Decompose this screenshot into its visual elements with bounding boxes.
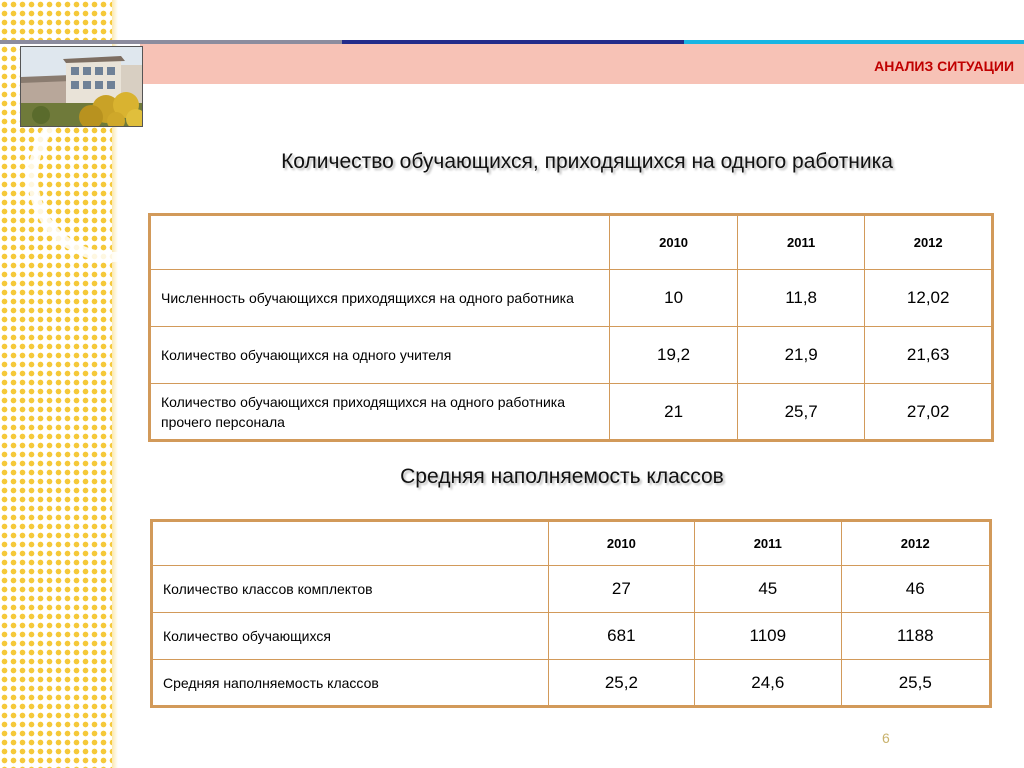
value-cell: 21 (610, 384, 738, 441)
table-row (150, 270, 993, 327)
table-row (152, 566, 991, 613)
header-year-2011: 2011 (695, 521, 841, 566)
row-label: Количество классов комплектов (152, 566, 549, 613)
header-year-2011: 2011 (737, 215, 865, 270)
section1-title: Количество обучающихся, приходящихся на одного работника (281, 150, 893, 173)
page-number: 6 (882, 730, 890, 746)
table-header-row (152, 521, 991, 566)
table-row (150, 384, 993, 441)
value-cell: 12,02 (865, 270, 993, 327)
value-cell: 681 (548, 613, 694, 660)
value-cell: 25,2 (548, 660, 694, 707)
students-per-employee-table (148, 213, 994, 442)
value-cell: 11,8 (737, 270, 865, 327)
value-cell: 1188 (841, 613, 990, 660)
header-empty-cell (150, 215, 610, 270)
value-cell: 27,02 (865, 384, 993, 441)
value-cell: 21,63 (865, 327, 993, 384)
value-cell: 1109 (695, 613, 841, 660)
header-year-2010: 2010 (610, 215, 738, 270)
header-empty-cell (152, 521, 549, 566)
table-row (152, 660, 991, 707)
header-year-2012: 2012 (865, 215, 993, 270)
header-band (140, 44, 1024, 84)
value-cell: 24,6 (695, 660, 841, 707)
value-cell: 27 (548, 566, 694, 613)
value-cell: 46 (841, 566, 990, 613)
value-cell: 25,7 (737, 384, 865, 441)
row-label: Численность обучающихся приходящихся на одного работника (150, 270, 610, 327)
row-label: Количество обучающихся на одного учителя (150, 327, 610, 384)
row-label: Средняя наполняемость классов (152, 660, 549, 707)
section2-title: Средняя наполняемость классов (400, 465, 724, 488)
value-cell: 19,2 (610, 327, 738, 384)
school-building-photo (20, 46, 143, 127)
row-label: Количество обучающихся приходящихся на одного работника прочего персонала (150, 384, 610, 441)
header-year-2012: 2012 (841, 521, 990, 566)
table-header-row (150, 215, 993, 270)
header-year-2010: 2010 (548, 521, 694, 566)
slide-header-title: АНАЛИЗ СИТУАЦИИ (874, 58, 1014, 74)
table-row (150, 327, 993, 384)
class-fill-table (150, 519, 992, 708)
value-cell: 25,5 (841, 660, 990, 707)
value-cell: 45 (695, 566, 841, 613)
value-cell: 21,9 (737, 327, 865, 384)
row-label: Количество обучающихся (152, 613, 549, 660)
value-cell: 10 (610, 270, 738, 327)
table-row (152, 613, 991, 660)
